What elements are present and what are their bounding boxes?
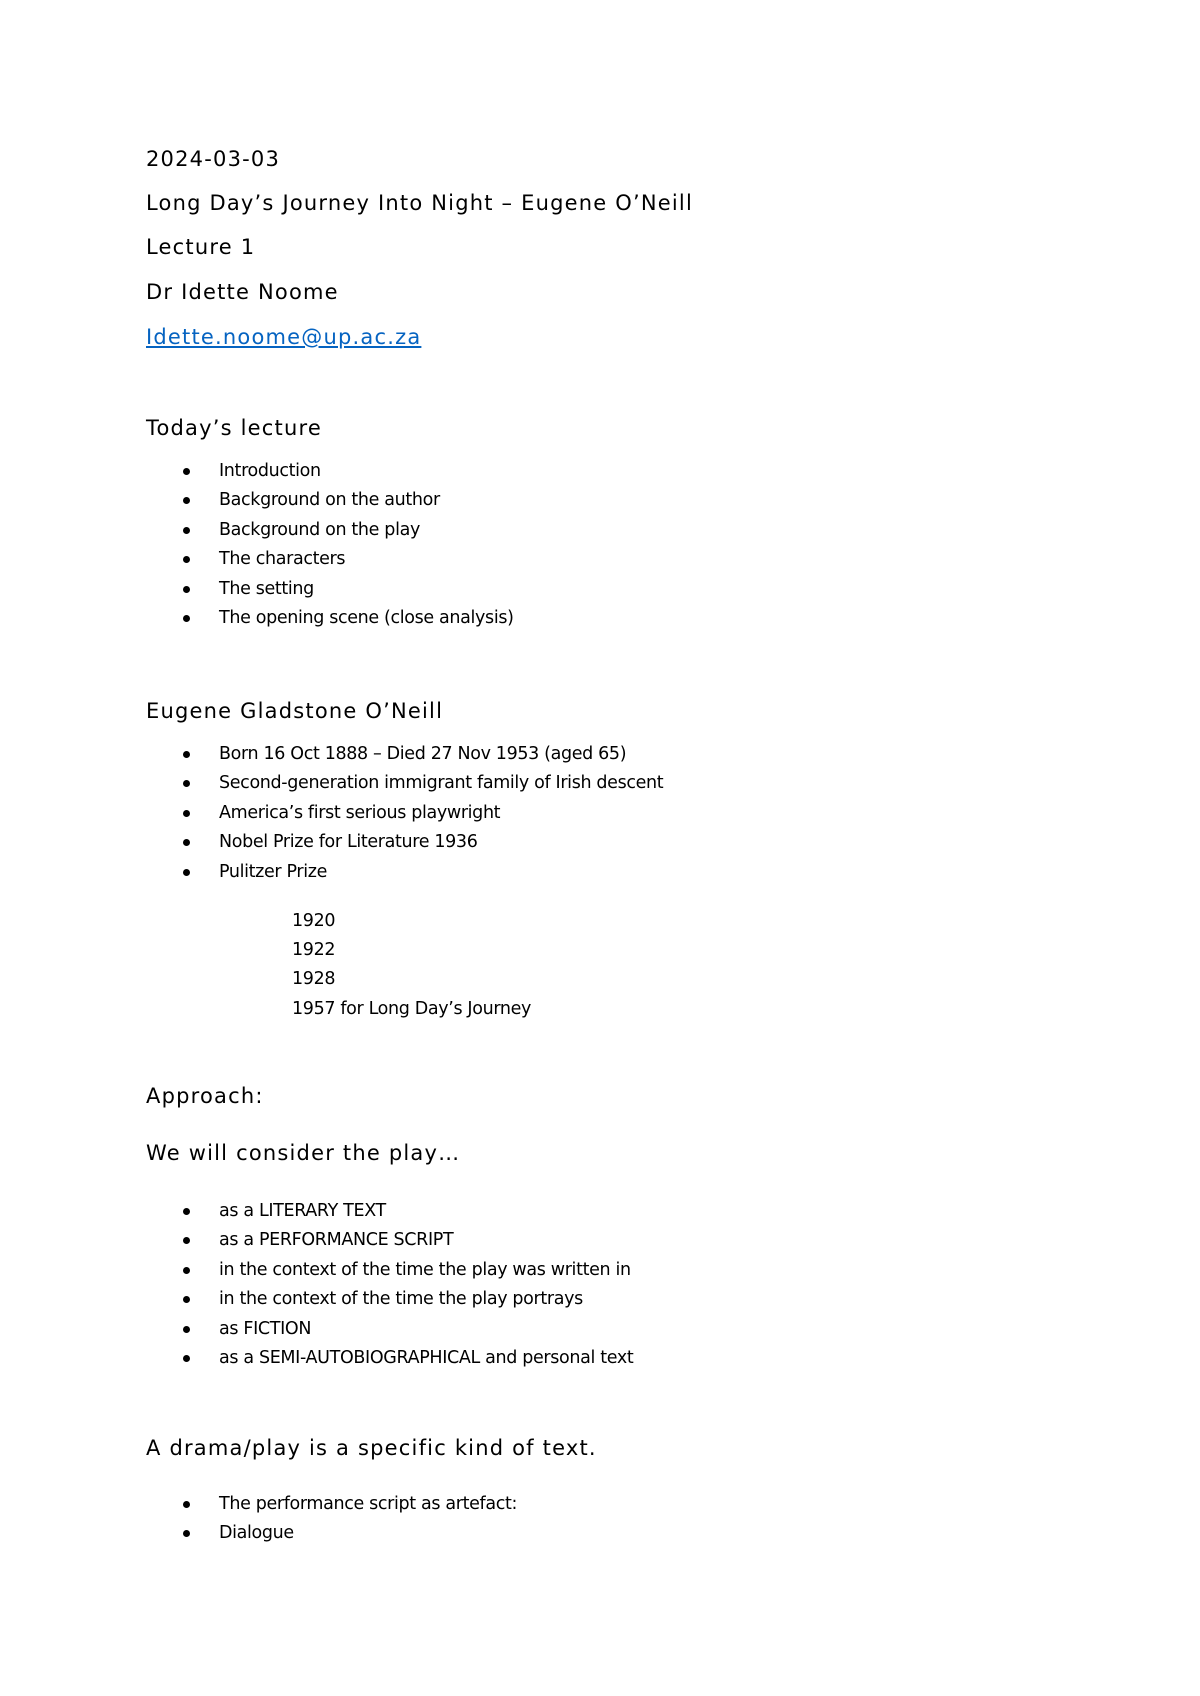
list-item: in the context of the time the play portrays (0, 1285, 633, 1314)
list-item: Background on the author (0, 486, 514, 515)
section-heading-drama: A drama/play is a specific kind of text. (146, 1436, 597, 1460)
date: 2024-03-03 (146, 147, 281, 171)
todays-lecture-list (0, 457, 514, 633)
document-title: Long Day’s Journey Into Night – Eugene O’Neill (146, 191, 693, 215)
list-item: Background on the play (0, 516, 514, 545)
list-item: as FICTION (0, 1315, 633, 1344)
pulitzer-year: 1928 (292, 969, 336, 990)
list-item: America’s first serious playwright (0, 799, 663, 828)
list-item: as a SEMI-AUTOBIOGRAPHICAL and personal text (0, 1344, 633, 1373)
pulitzer-year: 1920 (292, 911, 336, 931)
section-heading-approach: Approach: (146, 1084, 264, 1108)
list-item: The opening scene (close analysis) (0, 604, 514, 633)
list-item: Born 16 Oct 1888 – Died 27 Nov 1953 (aged 65) (0, 740, 663, 769)
list-item: Nobel Prize for Literature 1936 (0, 828, 663, 857)
list-item: as a PERFORMANCE SCRIPT (0, 1226, 633, 1255)
list-item: The performance script as artefact: (0, 1490, 517, 1519)
drama-list (0, 1490, 517, 1549)
list-item: Second-generation immigrant family of Irish descent (0, 769, 663, 798)
list-item: in the context of the time the play was written in (0, 1256, 633, 1285)
lecturer-email-link[interactable]: Idette.noome@up.ac.za (146, 325, 422, 349)
lecture-number: Lecture 1 (146, 235, 256, 259)
list-item: The setting (0, 575, 514, 604)
section-heading-author: Eugene Gladstone O’Neill (146, 699, 444, 723)
author-facts-list (0, 740, 663, 887)
list-item: as a LITERARY TEXT (0, 1197, 633, 1226)
list-item: Pulitzer Prize (0, 858, 663, 887)
pulitzer-year: 1957 for Long Day’s Journey (292, 998, 532, 1019)
list-item: Introduction (0, 457, 514, 486)
pulitzer-year: 1922 (292, 940, 336, 961)
approach-list (0, 1197, 633, 1373)
lecturer-name: Dr Idette Noome (146, 280, 339, 304)
list-item: The characters (0, 545, 514, 574)
section-heading-todays-lecture: Today’s lecture (146, 416, 322, 440)
approach-subheading: We will consider the play… (146, 1141, 461, 1165)
pulitzer-years (292, 907, 531, 1024)
list-item: Dialogue (0, 1519, 517, 1548)
